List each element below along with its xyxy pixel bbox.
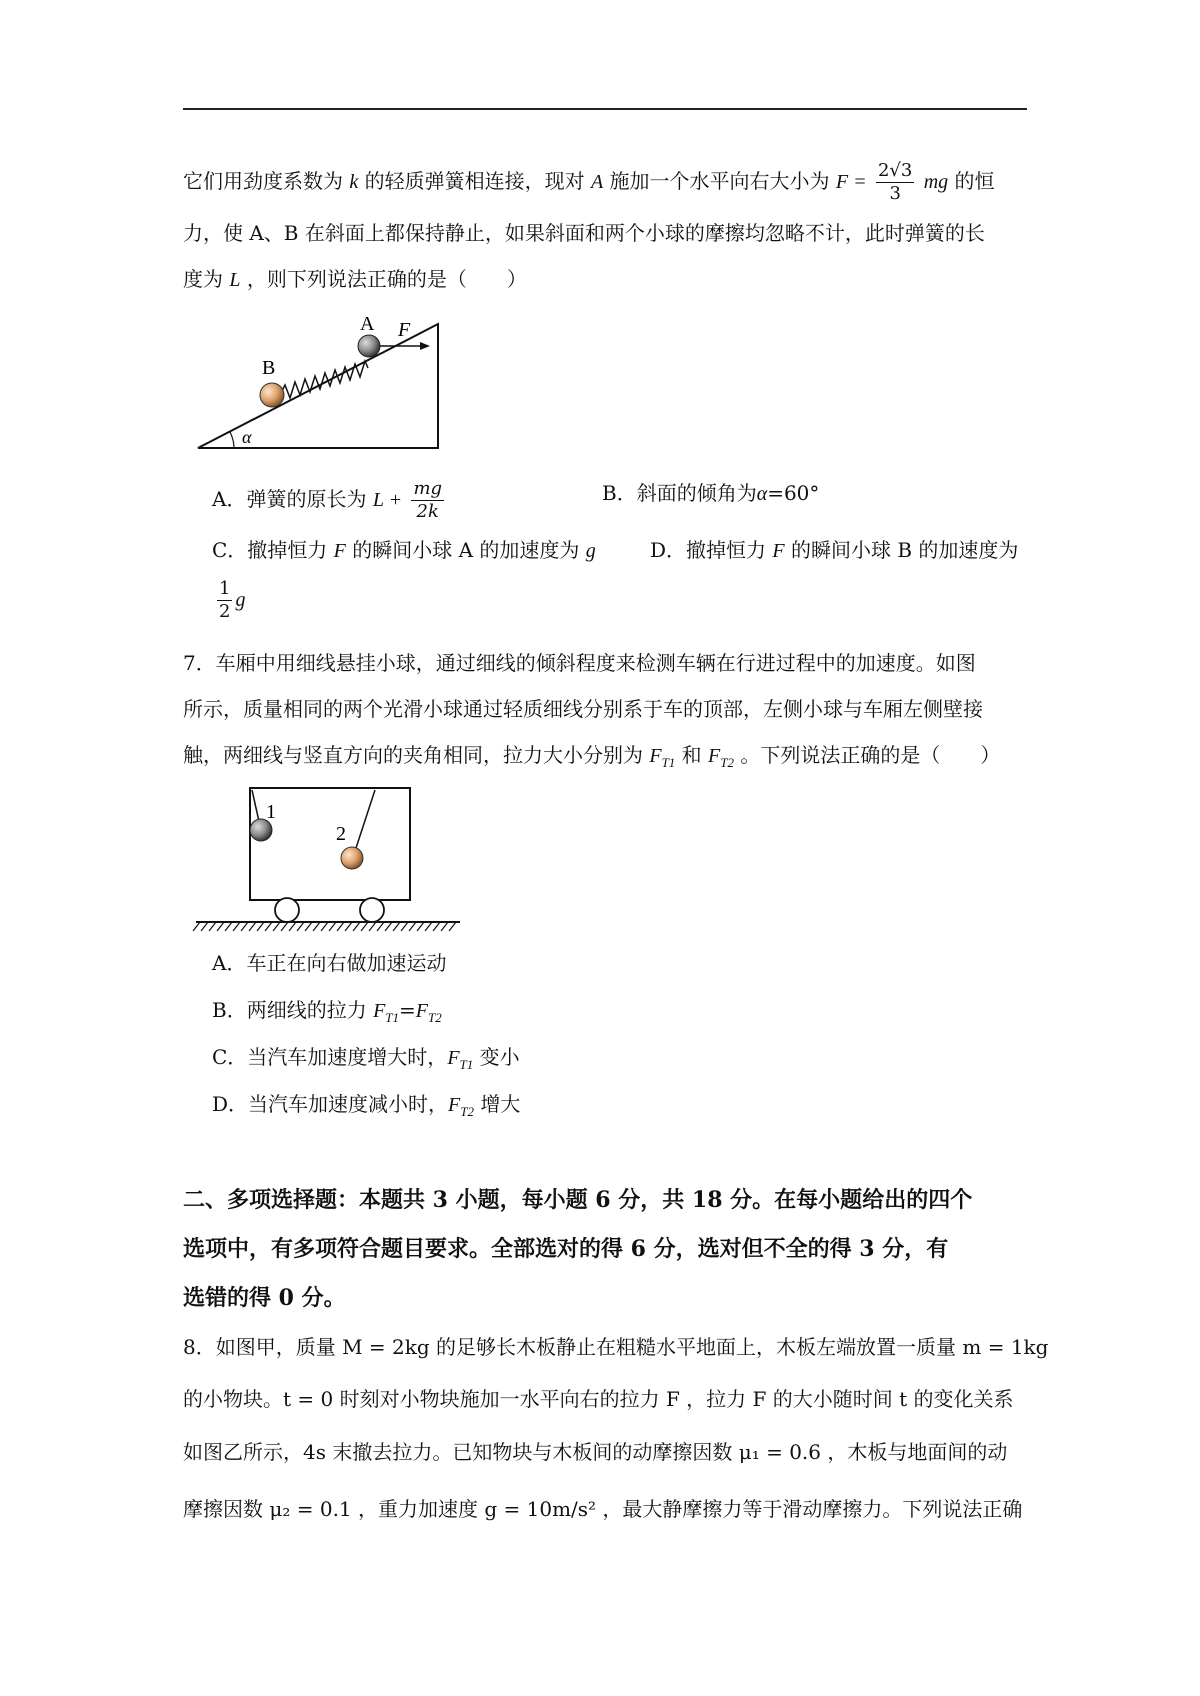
q8-line-3: 如图乙所示，4s 末撤去拉力。已知物块与木板间的动摩擦因数 μ₁ = 0.6 ，木板与地面间的动	[183, 1440, 1008, 1464]
hatch-mark	[273, 922, 280, 931]
option-d-fraction	[217, 578, 232, 623]
q6-option-a	[212, 478, 447, 523]
option-text: 增大	[480, 1092, 521, 1116]
incline-figure	[190, 310, 450, 460]
header-rule	[183, 108, 1027, 110]
equals-sign: =	[399, 998, 416, 1022]
ball-2	[341, 847, 363, 869]
option-text: C．当汽车加速度增大时，	[212, 1045, 448, 1069]
q6-option-b	[602, 478, 819, 509]
option-text: D．撤掉恒力	[650, 538, 767, 562]
wheel-left	[275, 898, 299, 922]
cart-figure	[190, 782, 470, 932]
section-2-heading-line-2: 选项中，有多项符合题目要求。全部选对的得 6 分，选对但不全的得 3 分，有	[183, 1236, 949, 1262]
ft1-subscript: T1	[661, 755, 676, 770]
l-symbol: L +	[372, 489, 403, 511]
l-symbol: L	[229, 269, 241, 291]
hatch-mark	[313, 922, 320, 931]
hatch-mark	[241, 922, 248, 931]
q6-text: 度为	[183, 267, 223, 291]
f-symbol: F	[333, 540, 346, 562]
option-text: B．两细线的拉力	[212, 998, 367, 1022]
g-symbol: g	[235, 589, 246, 611]
q7-text: 。下列说法正确的是（ ）	[740, 743, 1001, 767]
hatch-mark	[305, 922, 312, 931]
hatch-mark	[353, 922, 360, 931]
hatch-mark	[433, 922, 440, 931]
hatch-mark	[417, 922, 424, 931]
q8-line-2: 的小物块。t = 0 时刻对小物块施加一水平向右的拉力 F ，拉力 F 的大小随时间 t 的变化关系	[183, 1387, 1014, 1411]
alpha-label: α	[242, 427, 252, 447]
q7-line-3	[183, 740, 1000, 779]
incline-triangle	[198, 324, 438, 448]
q7-text: 触，两细线与竖直方向的夹角相同，拉力大小分别为	[183, 743, 643, 767]
hatch-mark	[361, 922, 368, 931]
fraction-numerator: mg	[413, 478, 443, 499]
spring	[280, 361, 368, 398]
q6-text: 的恒	[954, 169, 995, 193]
fraction-denominator: 2	[219, 601, 231, 622]
q6-line-1	[183, 160, 995, 205]
option-text: =60°	[767, 481, 820, 505]
option-text: D．当汽车加速度减小时，	[212, 1092, 449, 1116]
ft2-symbol: F	[415, 1000, 428, 1022]
q7-option-d	[212, 1089, 520, 1128]
force-arrowhead	[420, 342, 430, 350]
label-b: B	[262, 357, 276, 379]
option-text: B．斜面的倾角为	[602, 481, 757, 505]
q6-text: 它们用劲度系数为	[183, 169, 343, 193]
hatch-mark	[345, 922, 352, 931]
section-2-heading-line-1: 二、多项选择题：本题共 3 小题，每小题 6 分，共 18 分。在每小题给出的四个	[183, 1187, 973, 1213]
hatch-mark	[425, 922, 432, 931]
hatch-mark	[257, 922, 264, 931]
fraction-denominator: 3	[889, 183, 901, 204]
hatch-mark	[441, 922, 448, 931]
q6-line-2: 力，使 A、B 在斜面上都保持静止，如果斜面和两个小球的摩擦均忽略不计，此时弹簧的长	[183, 221, 985, 245]
option-text: 变小	[479, 1045, 520, 1069]
option-text: 的瞬间小球 A 的加速度为	[352, 538, 580, 562]
label-a: A	[360, 313, 375, 335]
hatch-mark	[377, 922, 384, 931]
ft1-subscript: T1	[385, 1010, 400, 1025]
ft2-symbol: F	[448, 1094, 461, 1116]
option-text: 的瞬间小球 B 的加速度为	[790, 538, 1019, 562]
hatch-mark	[281, 922, 288, 931]
hatch-mark	[393, 922, 400, 931]
q6-option-d-continued	[214, 578, 245, 623]
q6-option-d	[650, 535, 1018, 566]
g-symbol: g	[585, 540, 596, 562]
hatch-mark	[385, 922, 392, 931]
hatch-mark	[265, 922, 272, 931]
label-2: 2	[336, 823, 346, 845]
q8-line-4: 摩擦因数 μ₂ = 0.1 ，重力加速度 g = 10m/s² ，最大静摩擦力等于滑动摩擦力。下列说法正确	[183, 1497, 1023, 1521]
hatch-mark	[217, 922, 224, 931]
fraction-denominator: 2k	[416, 501, 439, 522]
q6-text: ，则下列说法正确的是（ ）	[246, 267, 527, 291]
section-2-heading-line-3: 选错的得 0 分。	[183, 1285, 346, 1311]
ball-b	[260, 383, 284, 407]
hatch-mark	[329, 922, 336, 931]
k-symbol: k	[349, 171, 359, 193]
hatch-mark	[249, 922, 256, 931]
option-text: A．弹簧的原长为	[212, 487, 367, 511]
hatch-mark	[409, 922, 416, 931]
hatch-mark	[337, 922, 344, 931]
hatch-mark	[193, 922, 200, 931]
q6-line-3	[183, 264, 527, 295]
q7-option-c	[212, 1042, 520, 1081]
thread-2	[356, 790, 375, 848]
hatch-mark	[233, 922, 240, 931]
ft2-subscript: T2	[720, 755, 734, 770]
label-f: F	[398, 319, 411, 341]
label-1: 1	[266, 801, 276, 823]
hatch-mark	[297, 922, 304, 931]
q7-option-a: A．车正在向右做加速运动	[212, 951, 447, 975]
q7-line-1: 7．车厢中用细线悬挂小球，通过细线的倾斜程度来检测车辆在行进过程中的加速度。如图	[183, 651, 976, 675]
q8-line-1: 8．如图甲，质量 M = 2kg 的足够长木板静止在粗糙水平地面上，木板左端放置一质量 m = 1kg	[183, 1335, 1049, 1359]
q7-text: 和	[681, 743, 702, 767]
ft1-symbol: F	[649, 745, 662, 767]
f-symbol: F	[772, 540, 785, 562]
fraction-numerator: 1	[219, 578, 231, 599]
q7-line-2: 所示，质量相同的两个光滑小球通过轻质细线分别系于车的顶部，左侧小球与车厢左侧壁接	[183, 697, 983, 721]
q7-option-b	[212, 995, 442, 1034]
hatch-mark	[225, 922, 232, 931]
option-a-fraction	[411, 478, 444, 523]
ft2-symbol: F	[708, 745, 721, 767]
q6-text: 施加一个水平向右大小为	[609, 169, 830, 193]
alpha-symbol: α	[756, 483, 768, 505]
ft1-symbol: F	[447, 1047, 460, 1069]
hatch-mark	[401, 922, 408, 931]
angle-arc	[230, 432, 234, 448]
force-equation: F =	[835, 171, 867, 193]
mg-symbol: mg	[923, 171, 949, 193]
hatch-mark	[449, 922, 456, 931]
ground-hatching	[193, 922, 456, 931]
a-symbol: A	[590, 171, 604, 193]
wheel-right	[360, 898, 384, 922]
hatch-mark	[321, 922, 328, 931]
ball-a	[358, 335, 380, 357]
hatch-mark	[369, 922, 376, 931]
fraction-numerator: 2√3	[877, 160, 913, 181]
force-fraction	[876, 160, 914, 205]
ft2-subscript: T2	[460, 1104, 474, 1119]
hatch-mark	[289, 922, 296, 931]
q6-text: 的轻质弹簧相连接，现对	[364, 169, 585, 193]
q6-option-c	[212, 535, 596, 566]
ft2-subscript: T2	[428, 1010, 442, 1025]
ft1-subscript: T1	[459, 1057, 474, 1072]
ft1-symbol: F	[373, 1000, 386, 1022]
hatch-mark	[201, 922, 208, 931]
option-text: C．撤掉恒力	[212, 538, 328, 562]
hatch-mark	[209, 922, 216, 931]
